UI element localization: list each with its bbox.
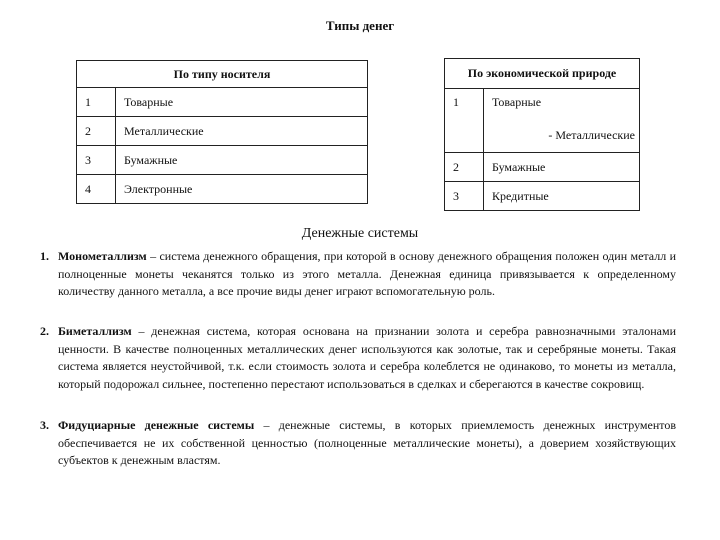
item-number: 1.: [40, 249, 49, 263]
table-row: [77, 146, 368, 175]
list-item: [40, 417, 676, 470]
row-number: 4: [77, 175, 116, 204]
row-cell: [484, 89, 640, 153]
row-number: 2: [77, 117, 116, 146]
item-number: 2.: [40, 324, 49, 338]
list-item: [40, 323, 676, 393]
row-label: Бумажные: [116, 146, 368, 175]
carrier-type-table: [76, 60, 368, 204]
item-text: – система денежного обращения, при которой в основу денежного обращения положен один металл и полноценные монеты чеканятся только из этого металла. Денежная единица привязывается к определенному количеству данного металла, а все прочие виды денег играют вспомогательную роль.: [58, 249, 676, 299]
row-label: Бумажные: [484, 153, 640, 182]
row-number: 1: [445, 89, 484, 153]
row-label: Электронные: [116, 175, 368, 204]
item-text: – денежные системы, в которых приемлемость денежных инструментов обеспечивается не их собственной ценностью (полноценные металлические монеты), а доверием хозяйствующих субъектов к денежным властям.: [58, 418, 677, 468]
item-term: Биметаллизм: [58, 324, 132, 338]
carrier-type-header: По типу носителя: [77, 61, 368, 88]
table-row: [77, 175, 368, 204]
table-row: [445, 153, 640, 182]
row-number: 3: [77, 146, 116, 175]
table-row: [77, 117, 368, 146]
row-sublabel: - Металлические: [548, 128, 635, 142]
economic-nature-table: [444, 58, 640, 211]
row-label: Металлические: [116, 117, 368, 146]
list-item: [40, 248, 676, 301]
row-label: Товарные: [492, 95, 542, 109]
economic-nature-header: По экономической природе: [445, 59, 640, 89]
row-number: 3: [445, 182, 484, 211]
row-label: Кредитные: [484, 182, 640, 211]
table-row: [445, 182, 640, 211]
section-title: Денежные системы: [301, 226, 419, 241]
table-row: [445, 89, 640, 153]
page-title: Типы денег: [325, 18, 395, 33]
item-term: Фидуциарные денежные системы: [58, 418, 255, 432]
row-number: 2: [445, 153, 484, 182]
item-text: – денежная система, которая основана на признании золота и серебра равнозначными эталонами ценности. В качестве полноценных металлических денег используются как золотые, так и серебряные монеты. Такая система является неустойчивой, т.к. если стоимость золота и серебра колеблется не одинаково, то монеты из металла, который подорожал сильнее, постепенно перестают использоваться в сделках и сберегаются в качестве сокровищ.: [58, 324, 676, 391]
row-number: 1: [77, 88, 116, 117]
item-term: Монометаллизм: [58, 249, 147, 263]
item-number: 3.: [40, 418, 49, 432]
row-label: Товарные: [116, 88, 368, 117]
table-row: [77, 88, 368, 117]
